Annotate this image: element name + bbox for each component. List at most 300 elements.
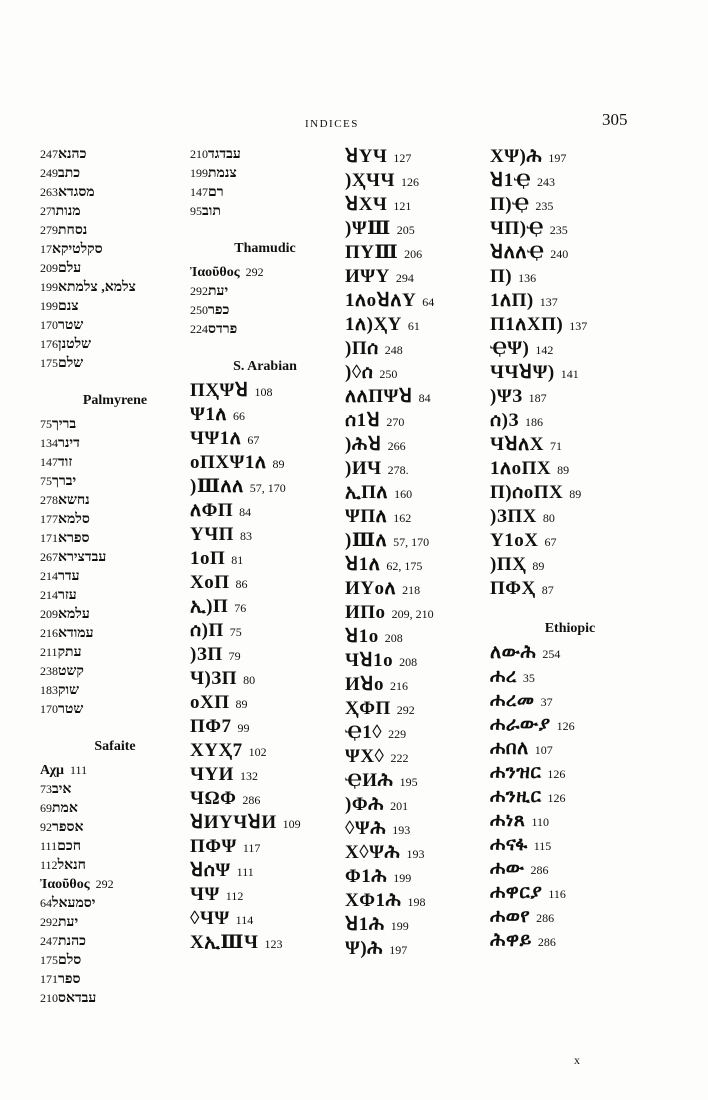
entry-page-ref: 286: [530, 863, 549, 877]
list-sarabian-cont-2: [490, 145, 650, 601]
footer-mark: x: [574, 1053, 580, 1067]
entry-word: )Φሕ: [345, 794, 385, 815]
index-entry: [190, 263, 340, 282]
entry-page-ref: 126: [556, 719, 575, 733]
entry-word: כהנת: [58, 934, 86, 949]
index-entry: [190, 475, 340, 499]
index-entry: [190, 523, 340, 547]
entry-page-ref: 193: [392, 823, 411, 837]
entry-page-ref: 137: [569, 319, 588, 333]
index-entry: [490, 529, 650, 553]
entry-page-ref: 62, 175: [386, 559, 423, 573]
column-3: [345, 145, 495, 961]
entry-word: ЧЧꓤΨ): [490, 362, 555, 383]
entry-page-ref: 210: [40, 991, 58, 1005]
entry-page-ref: 247: [40, 147, 58, 161]
entry-page-ref: 199: [393, 871, 412, 885]
index-entry: [40, 221, 190, 240]
entry-word: ሐረ: [490, 666, 517, 687]
entry-word: οХП: [190, 692, 230, 713]
entry-page-ref: 216: [40, 626, 58, 640]
index-entry: [40, 894, 190, 913]
entry-word: )ΨⅢ: [345, 218, 391, 239]
entry-word: 1οП: [190, 548, 226, 569]
entry-page-ref: 292: [40, 915, 58, 929]
entry-word: ПҲΨꓤ: [190, 380, 249, 401]
entry-page-ref: 17: [40, 242, 52, 256]
entry-word: 1ለοПХ: [490, 458, 552, 479]
entry-page-ref: 89: [272, 457, 285, 471]
entry-word: ХኢⅢЧ: [190, 932, 259, 953]
entry-word: כתב: [58, 166, 81, 181]
index-entry: [345, 529, 495, 553]
entry-word: קשט: [58, 664, 84, 679]
index-entry: [345, 841, 495, 865]
index-entry: [40, 780, 190, 799]
entry-page-ref: 238: [40, 664, 58, 678]
entry-page-ref: 214: [40, 588, 58, 602]
index-entry: [40, 970, 190, 989]
entry-word: ЧΨ: [190, 884, 220, 905]
entry-page-ref: 250: [379, 367, 398, 381]
list-sarabian: [190, 379, 340, 955]
entry-page-ref: 205: [396, 223, 415, 237]
index-entry: [190, 883, 340, 907]
entry-word: ሐነጸ: [490, 810, 526, 831]
index-entry: [490, 761, 650, 785]
entry-page-ref: 84: [239, 505, 252, 519]
index-entry: [190, 202, 340, 221]
entry-word: ꓤИҮЧꓤИ: [190, 812, 277, 833]
index-entry: [490, 409, 650, 433]
index-entry: [490, 785, 650, 809]
index-entry: [40, 259, 190, 278]
index-entry: [40, 761, 190, 780]
entry-page-ref: 75: [40, 474, 52, 488]
index-entry: [345, 601, 495, 625]
entry-word: Φ1ሕ: [345, 866, 388, 887]
section-heading-ethiopic: Ethiopic: [544, 621, 596, 636]
index-entry: [190, 763, 340, 787]
entry-page-ref: 111: [69, 763, 88, 777]
entry-word: דינר: [58, 436, 80, 451]
entry-page-ref: 112: [40, 858, 58, 872]
entry-page-ref: 240: [550, 247, 569, 261]
entry-word: צלמא, צלמתא: [58, 280, 136, 295]
entry-page-ref: 61: [407, 319, 420, 333]
index-entry: [40, 951, 190, 970]
index-entry: [345, 145, 495, 169]
index-entry: [190, 320, 340, 339]
entry-word: אמת: [52, 801, 78, 816]
entry-word: נסחת: [58, 223, 88, 238]
entry-page-ref: 89: [569, 487, 582, 501]
entry-page-ref: 132: [239, 769, 258, 783]
entry-page-ref: 80: [243, 673, 256, 687]
entry-word: ИПο: [345, 602, 386, 623]
index-entry: [345, 817, 495, 841]
running-header: INDICES: [305, 118, 359, 130]
entry-page-ref: 199: [390, 919, 409, 933]
entry-word: ҲΦП: [345, 698, 391, 719]
entry-word: תוב: [202, 204, 221, 219]
entry-page-ref: 27: [40, 204, 52, 218]
entry-word: )Ⅲለለ: [190, 476, 244, 497]
entry-page-ref: 81: [231, 553, 244, 567]
index-entry: [40, 799, 190, 818]
entry-word: ሐንዚር: [490, 786, 542, 807]
entry-word: )ҲЧЧ: [345, 170, 395, 191]
index-entry: [345, 337, 495, 361]
entry-word: Ψ)ሕ: [345, 938, 384, 959]
entry-page-ref: 73: [40, 782, 52, 796]
index-entry: [40, 335, 190, 354]
entry-word: ספרא: [58, 531, 90, 546]
index-entry: [190, 715, 340, 739]
entry-word: מנותו: [52, 204, 81, 219]
index-entry: [40, 624, 190, 643]
index-entry: [490, 265, 650, 289]
entry-page-ref: 197: [548, 151, 567, 165]
index-entry: [190, 145, 340, 164]
index-entry: [40, 297, 190, 316]
entry-word: ҮЧП: [190, 524, 234, 545]
entry-page-ref: 193: [406, 847, 425, 861]
entry-page-ref: 64: [422, 295, 435, 309]
entry-page-ref: 201: [390, 799, 409, 813]
entry-word: ◊Ψሕ: [345, 818, 387, 839]
entry-page-ref: 89: [557, 463, 570, 477]
entry-word: עלם: [58, 261, 82, 276]
entry-page-ref: 199: [190, 166, 208, 180]
entry-word: ХҮҲ7: [190, 740, 243, 761]
index-entry: [40, 510, 190, 529]
entry-word: )ЗПХ: [490, 506, 537, 527]
entry-page-ref: 107: [534, 743, 553, 757]
entry-word: ЧΨ1ለ: [190, 428, 242, 449]
entry-word: סלם: [58, 953, 82, 968]
entry-page-ref: 171: [40, 531, 58, 545]
entry-word: ꓤХЧ: [345, 194, 388, 215]
index-entry: [190, 907, 340, 931]
entry-word: ሰ)З: [490, 410, 520, 431]
entry-page-ref: 278: [40, 493, 58, 507]
entry-word: ҾΨ): [490, 338, 530, 359]
index-entry: [40, 662, 190, 681]
entry-page-ref: 286: [537, 935, 556, 949]
entry-page-ref: 218: [402, 583, 421, 597]
index-entry: [40, 278, 190, 297]
index-entry: [490, 577, 650, 601]
entry-word: ΨПለ: [345, 506, 388, 527]
entry-page-ref: 121: [393, 199, 412, 213]
entry-word: ספר: [58, 972, 81, 987]
index-entry: [40, 164, 190, 183]
entry-page-ref: 126: [400, 175, 419, 189]
index-entry: [40, 837, 190, 856]
entry-page-ref: 177: [40, 512, 58, 526]
index-entry: [345, 361, 495, 385]
index-entry: [345, 457, 495, 481]
entry-page-ref: 147: [190, 185, 208, 199]
entry-page-ref: 75: [229, 625, 242, 639]
index-entry: [190, 282, 340, 301]
index-entry: [490, 689, 650, 713]
entry-word: שטר: [58, 702, 84, 717]
entry-word: זוד: [58, 455, 73, 470]
entry-word: ИҮοለ: [345, 578, 397, 599]
entry-page-ref: 170: [40, 318, 58, 332]
index-entry: [345, 913, 495, 937]
entry-word: Ч)ЗП: [190, 668, 238, 689]
entry-page-ref: 235: [549, 223, 568, 237]
entry-word: חנאל: [57, 858, 86, 873]
column-4: [490, 145, 650, 953]
index-entry: [40, 415, 190, 434]
index-entry: [40, 316, 190, 335]
entry-page-ref: 95: [190, 204, 202, 218]
entry-word: ሐረመ: [490, 690, 535, 711]
entry-page-ref: 141: [560, 367, 579, 381]
index-entry: [190, 571, 340, 595]
index-entry: [490, 665, 650, 689]
entry-page-ref: 57, 170: [393, 535, 430, 549]
column-1: [40, 145, 190, 1008]
entry-word: עזר: [58, 588, 77, 603]
entry-page-ref: 35: [522, 671, 535, 685]
index-entry: [490, 361, 650, 385]
entry-page-ref: 199: [40, 299, 58, 313]
entry-word: ሐበለ: [490, 738, 529, 759]
entry-page-ref: 250: [190, 303, 208, 317]
entry-word: ЧꓤለХ: [490, 434, 545, 455]
list-aramaic-cont: [40, 145, 190, 373]
entry-page-ref: 249: [40, 166, 58, 180]
entry-page-ref: 114: [235, 913, 254, 927]
index-entry: [40, 567, 190, 586]
index-entry: [40, 932, 190, 951]
entry-word: οПХΨ1ለ: [190, 452, 267, 473]
entry-page-ref: 175: [40, 953, 58, 967]
entry-page-ref: 292: [245, 265, 264, 279]
index-entry: [190, 595, 340, 619]
entry-word: Ψ1ለ: [190, 404, 227, 425]
entry-page-ref: 111: [40, 839, 58, 853]
index-entry: [190, 811, 340, 835]
entry-word: )ሕꓤ: [345, 434, 382, 455]
entry-page-ref: 137: [539, 295, 558, 309]
entry-word: ꓤ1ο: [345, 626, 379, 647]
entry-page-ref: 162: [393, 511, 412, 525]
index-entry: [345, 889, 495, 913]
section-heading-palmyrene: Palmyrene: [82, 393, 148, 408]
entry-word: ЧҮИ: [190, 764, 234, 785]
index-entry: [40, 681, 190, 700]
entry-word: ◊ЧΨ: [190, 908, 230, 929]
index-entry: [40, 586, 190, 605]
entry-page-ref: 83: [239, 529, 252, 543]
entry-word: ꓤለለҾ: [490, 242, 545, 263]
index-entry: [490, 905, 650, 929]
entry-word: חכם: [57, 839, 81, 854]
entry-page-ref: 235: [535, 199, 554, 213]
entry-page-ref: 116: [548, 887, 566, 901]
index-entry: [190, 835, 340, 859]
entry-word: ለውሕ: [490, 642, 537, 663]
entry-word: ለለПΨꓤ: [345, 386, 413, 407]
entry-word: ПΦҲ: [490, 578, 536, 599]
entry-word: ሕዋይ: [490, 930, 532, 951]
entry-word: יעת: [208, 284, 229, 299]
index-entry: [490, 833, 650, 857]
index-entry: [345, 553, 495, 577]
entry-page-ref: 89: [235, 697, 248, 711]
index-entry: [190, 379, 340, 403]
index-entry: [40, 643, 190, 662]
index-entry: [190, 164, 340, 183]
index-entry: [190, 403, 340, 427]
index-entry: [490, 857, 650, 881]
index-entry: [345, 385, 495, 409]
index-entry: [345, 697, 495, 721]
entry-page-ref: 279: [40, 223, 58, 237]
entry-word: מסגדא: [58, 185, 95, 200]
entry-word: П)ሰοПХ: [490, 482, 564, 503]
entry-word: כהנא: [58, 147, 87, 162]
entry-word: ЧП)Ҿ: [490, 218, 544, 239]
index-entry: [345, 721, 495, 745]
entry-word: עדר: [58, 569, 80, 584]
index-entry: [345, 865, 495, 889]
entry-page-ref: 84: [418, 391, 431, 405]
entry-word: בריך: [52, 417, 77, 432]
entry-page-ref: 286: [536, 911, 555, 925]
entry-page-ref: 210: [190, 147, 208, 161]
index-entry: [345, 745, 495, 769]
entry-word: П)Ҿ: [490, 194, 530, 215]
index-entry: [345, 217, 495, 241]
entry-word: )Пሰ: [345, 338, 379, 359]
entry-word: ሐናፋ: [490, 834, 528, 855]
entry-page-ref: 208: [399, 655, 418, 669]
entry-word: Чꓤ1ο: [345, 650, 394, 671]
entry-word: נחשא: [58, 493, 90, 508]
entry-page-ref: 224: [190, 322, 208, 336]
index-entry: [345, 769, 495, 793]
entry-page-ref: 142: [535, 343, 554, 357]
index-entry: [490, 433, 650, 457]
index-entry: [40, 202, 190, 221]
entry-page-ref: 112: [225, 889, 244, 903]
index-entry: [190, 547, 340, 571]
entry-page-ref: 67: [247, 433, 260, 447]
index-entry: [190, 619, 340, 643]
entry-word: ኢПለ: [345, 482, 389, 503]
entry-page-ref: 286: [242, 793, 261, 807]
entry-page-ref: 211: [40, 645, 58, 659]
entry-word: ХΨ)ሕ: [490, 146, 543, 167]
entry-word: ꓤ1ለ: [345, 554, 381, 575]
entry-page-ref: 147: [40, 455, 58, 469]
index-entry: [190, 739, 340, 763]
entry-word: ሐንዝር: [490, 762, 542, 783]
index-entry: [490, 145, 650, 169]
entry-page-ref: 216: [389, 679, 408, 693]
entry-page-ref: 99: [237, 721, 250, 735]
entry-page-ref: 57, 170: [249, 481, 286, 495]
entry-page-ref: 80: [542, 511, 555, 525]
index-entry: [40, 491, 190, 510]
entry-page-ref: 66: [232, 409, 245, 423]
entry-page-ref: 176: [40, 337, 58, 351]
entry-page-ref: 89: [532, 559, 545, 573]
entry-word: )◊ሰ: [345, 362, 374, 383]
entry-page-ref: 64: [40, 896, 52, 910]
index-entry: [40, 989, 190, 1008]
entry-word: צנם: [58, 299, 79, 314]
entry-page-ref: 247: [40, 934, 58, 948]
entry-page-ref: 175: [40, 356, 58, 370]
index-entry: [345, 241, 495, 265]
entry-page-ref: 254: [542, 647, 561, 661]
index-entry: [490, 641, 650, 665]
entry-page-ref: 67: [544, 535, 557, 549]
entry-word: Иꓤο: [345, 674, 384, 695]
entry-page-ref: 243: [536, 175, 555, 189]
entry-word: ꓤ1Ҿ: [490, 170, 531, 191]
entry-word: ИΨҮ: [345, 266, 390, 287]
entry-word: Αχμ: [40, 763, 64, 778]
entry-page-ref: 126: [547, 791, 566, 805]
entry-word: יעת: [58, 915, 79, 930]
section-heading-thamudic: Thamudic: [234, 241, 296, 256]
index-entry: [345, 481, 495, 505]
entry-page-ref: 92: [40, 820, 52, 834]
entry-page-ref: 123: [264, 937, 283, 951]
entry-page-ref: 86: [235, 577, 248, 591]
index-entry: [190, 667, 340, 691]
entry-word: ሐራውያ: [490, 714, 551, 735]
entry-word: עלמא: [58, 607, 90, 622]
entry-word: 1ለ)ҲҮ: [345, 314, 402, 335]
entry-word: ҾИሕ: [345, 770, 394, 791]
entry-page-ref: 183: [40, 683, 58, 697]
entry-word: Ἰαοῦθος: [190, 265, 240, 280]
entry-page-ref: 75: [40, 417, 52, 431]
entry-word: ЧΩΦ: [190, 788, 237, 809]
index-entry: [345, 409, 495, 433]
entry-word: יברך: [52, 474, 77, 489]
entry-page-ref: 209: [40, 261, 58, 275]
entry-page-ref: 294: [395, 271, 414, 285]
index-entry: [490, 553, 650, 577]
entry-word: ሐዋርያ: [490, 882, 543, 903]
entry-page-ref: 69: [40, 801, 52, 815]
index-entry: [490, 929, 650, 953]
index-entry: [490, 313, 650, 337]
index-entry: [40, 875, 190, 894]
entry-page-ref: 160: [394, 487, 413, 501]
entry-word: עתק: [57, 645, 82, 660]
entry-page-ref: 126: [547, 767, 566, 781]
entry-page-ref: 79: [228, 649, 241, 663]
entry-page-ref: 102: [248, 745, 267, 759]
index-entry: [40, 434, 190, 453]
index-entry: [40, 145, 190, 164]
entry-word: 1ለοꓤለҮ: [345, 290, 417, 311]
entry-page-ref: 197: [389, 943, 408, 957]
entry-word: שלם: [58, 356, 84, 371]
